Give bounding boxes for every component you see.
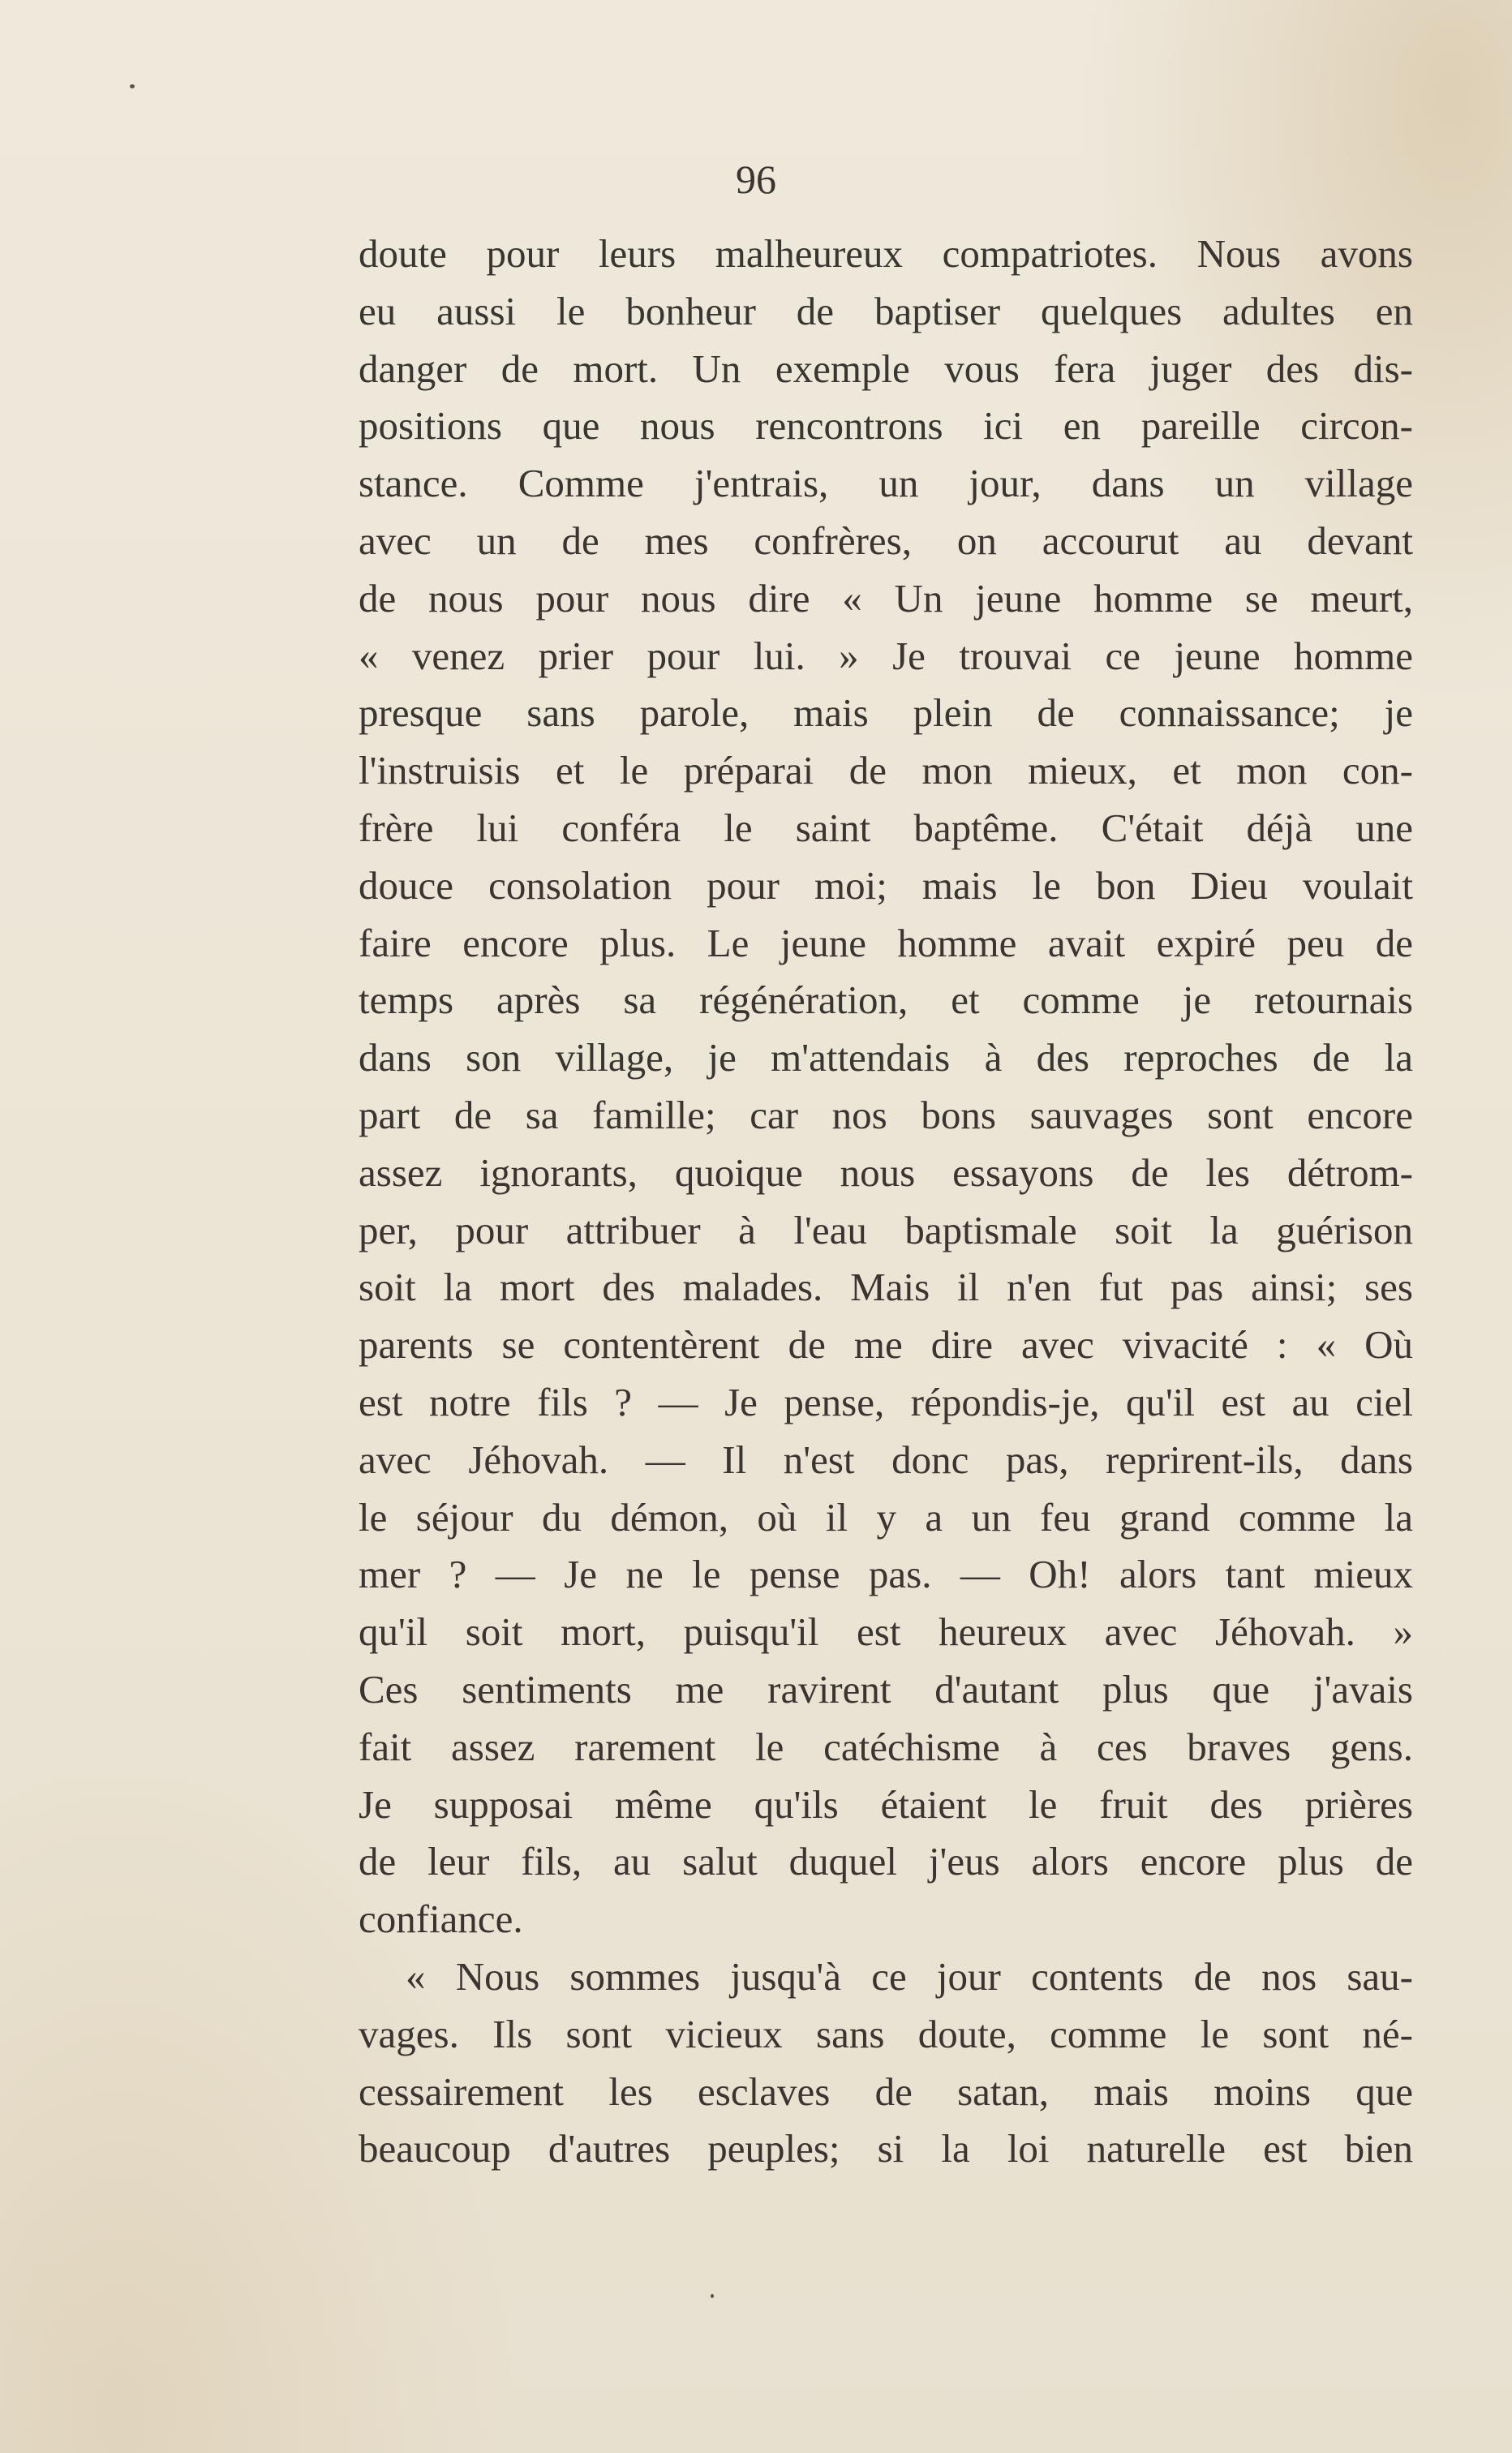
text-line: fait assez rarement le catéchisme à ces braves gens. xyxy=(359,1724,1413,1769)
text-line: presque sans parole, mais plein de connaissance; je xyxy=(359,690,1413,736)
text-line: « venez prier pour lui. » Je trouvai ce jeune homme xyxy=(359,633,1413,678)
text-line: parents se contentèrent de me dire avec vivacité : « Où xyxy=(359,1322,1413,1368)
text-line: assez ignorants, quoique nous essayons de les détrom- xyxy=(359,1149,1413,1195)
text-line: danger de mort. Un exemple vous fera juger des dis- xyxy=(359,346,1413,391)
text-line: Ces sentiments me ravirent d'autant plus que j'avais xyxy=(359,1666,1413,1712)
page-number: 96 xyxy=(736,157,776,202)
text-line: qu'il soit mort, puisqu'il est heureux avec Jéhovah. » xyxy=(359,1609,1413,1655)
text-line: avec un de mes confrères, on accourut au devant xyxy=(359,518,1413,563)
text-line: cessairement les esclaves de satan, mais moins que xyxy=(359,2069,1413,2114)
text-line: douce consolation pour moi; mais le bon Dieu voulait xyxy=(359,862,1413,908)
body-text xyxy=(359,226,1413,2178)
ink-speck xyxy=(711,2294,714,2298)
ink-speck xyxy=(130,84,135,88)
text-line: vages. Ils sont vicieux sans doute, comme le sont né- xyxy=(359,2011,1413,2056)
text-line: faire encore plus. Le jeune homme avait expiré peu de xyxy=(359,920,1413,965)
text-line: beaucoup d'autres peuples; si la loi naturelle est bien xyxy=(359,2126,1413,2172)
text-line: dans son village, je m'attendais à des reproches de la xyxy=(359,1035,1413,1080)
text-line: stance. Comme j'entrais, un jour, dans un village xyxy=(359,461,1413,506)
text-line: mer ? — Je ne le pense pas. — Oh! alors tant mieux xyxy=(359,1552,1413,1597)
text-line: frère lui conféra le saint baptême. C'était déjà une xyxy=(359,805,1413,850)
text-line: de leur fils, au salut duquel j'eus alors encore plus de xyxy=(359,1839,1413,1884)
text-line: doute pour leurs malheureux compatriotes. Nous avons xyxy=(359,231,1413,276)
text-line: l'instruisis et le préparai de mon mieux, et mon con- xyxy=(359,748,1413,793)
text-line: part de sa famille; car nos bons sauvages sont encore xyxy=(359,1092,1413,1137)
text-line: soit la mort des malades. Mais il n'en fut pas ainsi; ses xyxy=(359,1265,1413,1310)
text-line: « Nous sommes jusqu'à ce jour contents de nos sau- xyxy=(406,1953,1413,1999)
text-line: per, pour attribuer à l'eau baptismale soit la guérison xyxy=(359,1207,1413,1252)
text-line: positions que nous rencontrons ici en pareille circon- xyxy=(359,403,1413,449)
text-line: temps après sa régénération, et comme je retournais xyxy=(359,977,1413,1023)
text-line: le séjour du démon, où il y a un feu grand comme la xyxy=(359,1494,1413,1540)
text-line: est notre fils ? — Je pense, répondis-je, qu'il est au ciel xyxy=(359,1379,1413,1424)
text-line: confiance. xyxy=(359,1897,523,1942)
text-line: eu aussi le bonheur de baptiser quelques adultes en xyxy=(359,288,1413,333)
text-line: de nous pour nous dire « Un jeune homme se meurt, xyxy=(359,575,1413,621)
text-line: avec Jéhovah. — Il n'est donc pas, reprirent-ils, dans xyxy=(359,1437,1413,1482)
text-line: Je supposai même qu'ils étaient le fruit des prières xyxy=(359,1781,1413,1827)
